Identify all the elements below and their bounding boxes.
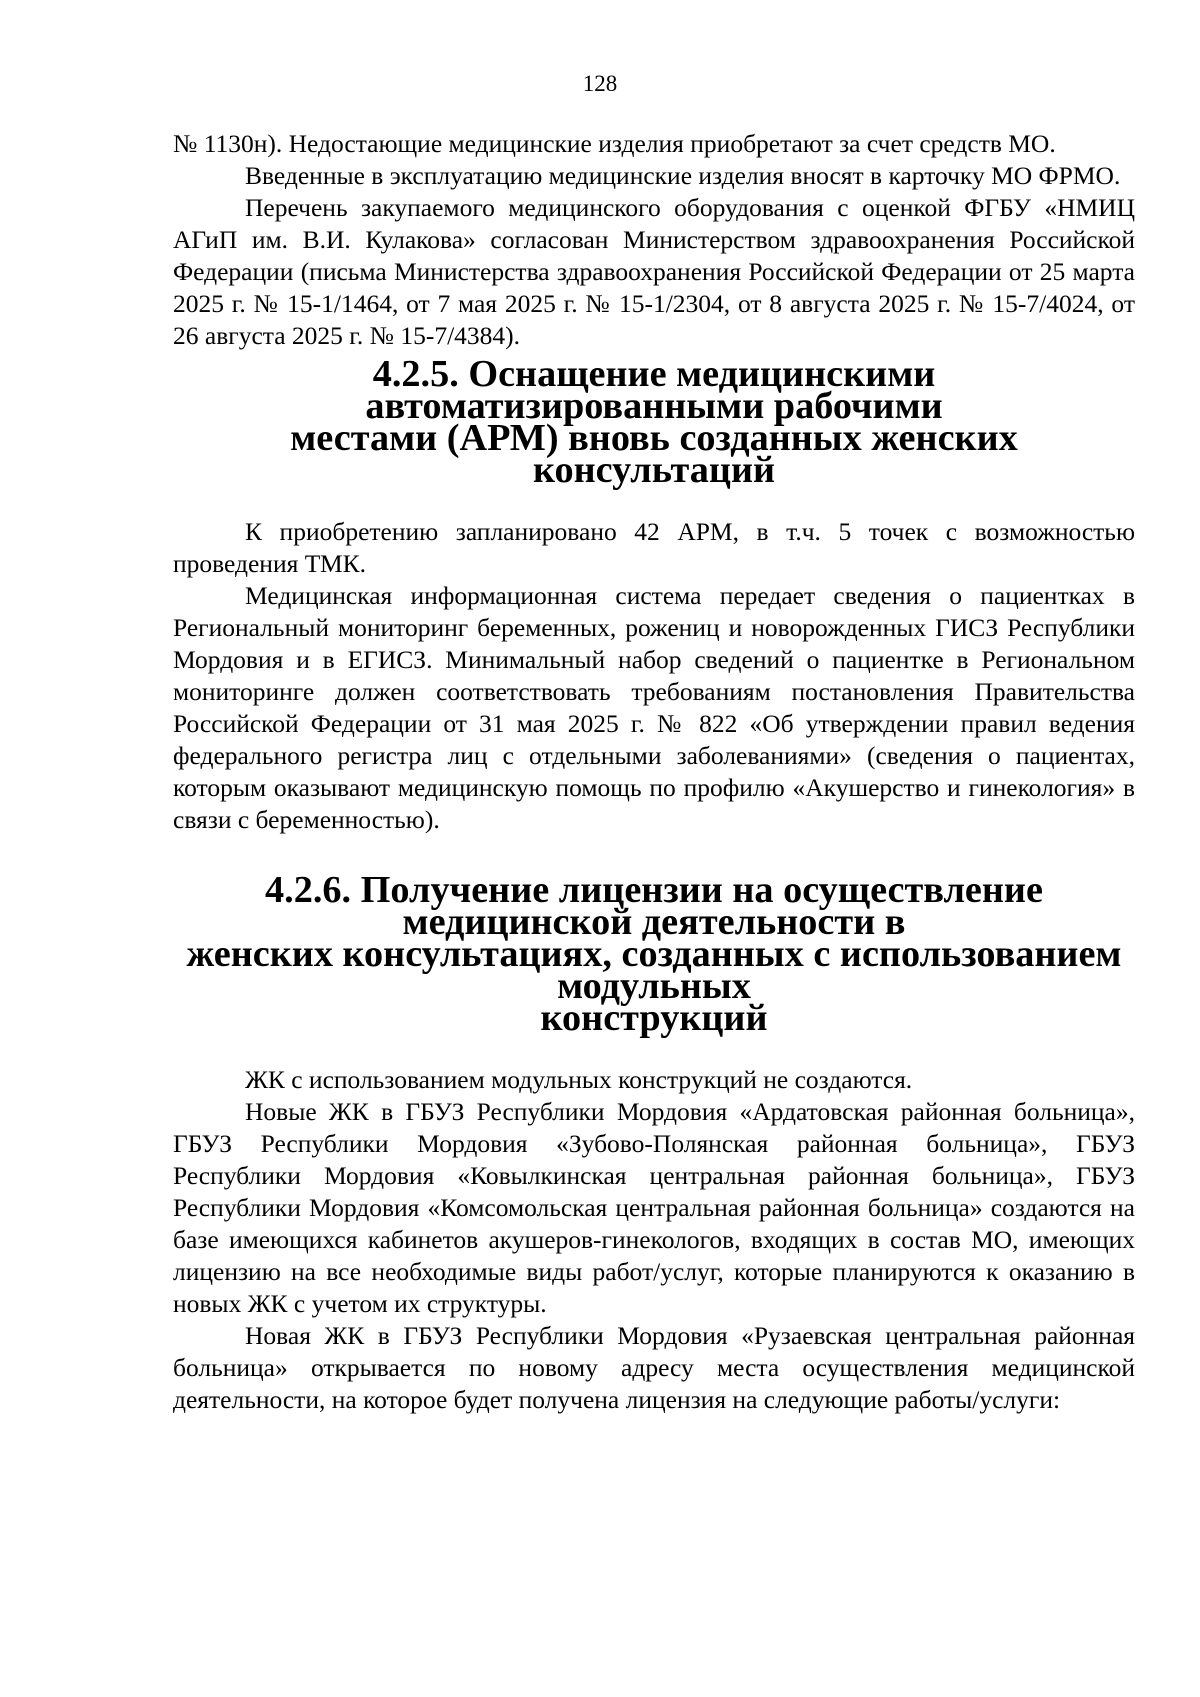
heading-line: местами (АРМ) вновь созданных женских консультаций xyxy=(290,417,1018,491)
paragraph-arm-count: К приобретению запланировано 42 АРМ, в т.ч. 5 точек с возможностью проведения ТМК. xyxy=(173,517,1135,578)
paragraph-mis: Медицинская информационная система передает сведения о пациентках в Региональный мониторинг беременных, рожениц и новорожденных ГИСЗ Республики Мордовия и в ЕГИСЗ. Минимальный набор сведений о пациентке в Региональном мониторинге должен соответствовать требованиям постановления Правительства Российской Федерации от 31 мая 2025 г. № 822 «Об утверждении правил ведения федерального регистра лиц с отдельными заболеваниями» (сведения о пациентах, которым оказывают медицинскую помощь по профилю «Акушерство и гинекология» в связи с беременностью). xyxy=(173,581,1135,834)
heading-line: 4.2.6. Получение лицензии на осуществление медицинской деятельности в xyxy=(265,869,1043,943)
paragraph-equipment-list: Перечень закупаемого медицинского оборудования с оценкой ФГБУ «НМИЦ АГиП им. В.И. Кулакова» согласован Министерством здравоохранения Российской Федерации (письма Министерства здравоохранения Российской Федерации от 25 марта 2025 г. № 15-1/1464, от 7 мая 2025 г. № 15-1/2304, от 8 августа 2025 г. № 15-7/4024, от 26 августа 2025 г. № 15-7/4384). xyxy=(173,193,1135,350)
paragraph-continuation: № 1130н). Недостающие медицинские изделия приобретают за счет средств МО. xyxy=(173,129,1056,158)
paragraph-frmo: Введенные в эксплуатацию медицинские изделия вносят в карточку МО ФРМО. xyxy=(245,161,1121,190)
paragraph-new-clinics: Новые ЖК в ГБУЗ Республики Мордовия «Ардатовская районная больница», ГБУЗ Республики Мордовия «Зубово-Полянская районная больница», ГБУЗ Республики Мордовия «Ковылкинская центральная районная больница», ГБУЗ Республики Мордовия «Комсомольская центральная районная больница» создаются на базе имеющихся кабинетов акушеров-гинекологов, входящих в состав МО, имеющих лицензию на все необходимые виды работ/услуг, которые планируются к оказанию в новых ЖК с учетом их структуры. xyxy=(173,1097,1135,1318)
heading-line: женских консультациях, созданных с использованием модульных xyxy=(186,933,1122,1007)
page-content xyxy=(173,128,1135,1416)
paragraph-modular: ЖК с использованием модульных конструкций не создаются. xyxy=(245,1065,913,1094)
heading-line: 4.2.5. Оснащение медицинскими автоматизированными рабочими xyxy=(365,353,943,427)
section-heading-4-2-6 xyxy=(173,869,1135,1039)
heading-line: конструкций xyxy=(540,997,768,1039)
section-heading-4-2-5 xyxy=(173,353,1135,491)
page-number: 128 xyxy=(582,71,618,96)
paragraph-ruzaevka: Новая ЖК в ГБУЗ Республики Мордовия «Рузаевская центральная районная больница» открывается по новому адресу места осуществления медицинской деятельности, на которое будет получена лицензия на следующие работы/услуги: xyxy=(173,1321,1135,1414)
